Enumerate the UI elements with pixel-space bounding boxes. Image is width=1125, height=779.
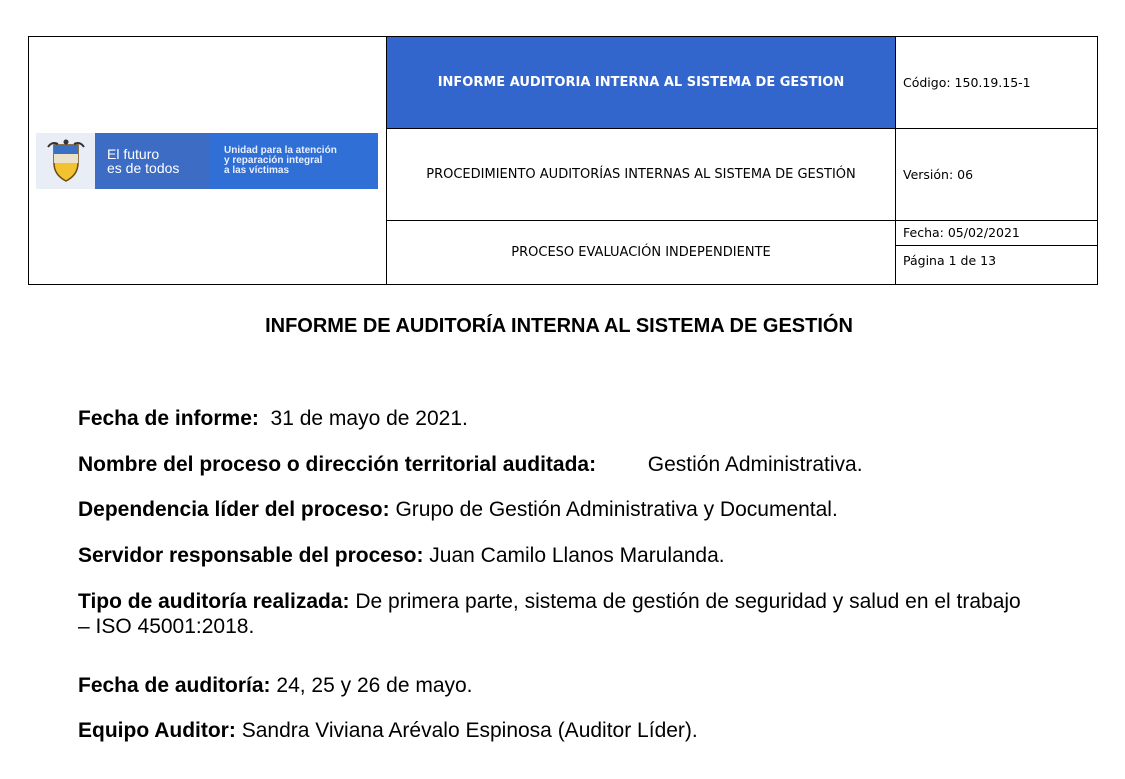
field-label: Nombre del proceso o dirección territorial auditada: bbox=[78, 453, 597, 476]
field-label: Fecha de informe: bbox=[78, 407, 259, 430]
field-lead-dependency bbox=[78, 497, 1058, 522]
brand-line-2: es de todos bbox=[107, 159, 180, 176]
logo-cell bbox=[29, 37, 387, 285]
header-date: Fecha: 05/02/2021 bbox=[896, 221, 1097, 246]
field-label: Equipo Auditor: bbox=[78, 719, 236, 742]
report-title: INFORME DE AUDITORÍA INTERNA AL SISTEMA DE GESTIÓN bbox=[265, 315, 853, 337]
field-value: Juan Camilo Llanos Marulanda. bbox=[429, 544, 725, 567]
unit-line-2: y reparación integral bbox=[224, 154, 323, 166]
brand-line-1: El futuro bbox=[107, 145, 160, 162]
header-process: PROCESO EVALUACIÓN INDEPENDIENTE bbox=[387, 221, 896, 285]
field-value: Gestión Administrativa. bbox=[647, 453, 863, 476]
document-header-table bbox=[28, 36, 1098, 285]
header-code: Código: 150.19.15-1 bbox=[896, 37, 1098, 129]
field-audit-date bbox=[78, 673, 1058, 698]
field-audit-type bbox=[78, 589, 1028, 639]
coat-of-arms-icon bbox=[36, 133, 95, 189]
header-version: Versión: 06 bbox=[896, 129, 1098, 221]
field-responsible-servant bbox=[78, 543, 1058, 568]
field-audit-team bbox=[78, 718, 1058, 743]
field-value: Sandra Viviana Arévalo Espinosa (Auditor Líder). bbox=[241, 719, 698, 742]
field-value: De primera parte, sistema de gestión de seguridad y salud en el trabajo – ISO 45001:2018. bbox=[78, 590, 1021, 638]
header-date-page-cell bbox=[896, 221, 1098, 285]
field-label: Servidor responsable del proceso: bbox=[78, 544, 424, 567]
header-page: Página 1 de 13 bbox=[903, 253, 997, 268]
field-value: 24, 25 y 26 de mayo. bbox=[276, 674, 473, 697]
unit-name bbox=[210, 133, 378, 189]
field-label: Tipo de auditoría realizada: bbox=[78, 590, 350, 613]
field-label: Dependencia líder del proceso: bbox=[78, 498, 390, 521]
header-procedure: PROCEDIMIENTO AUDITORÍAS INTERNAS AL SISTEMA DE GESTIÓN bbox=[387, 129, 896, 221]
unit-line-1: Unidad para la atención bbox=[224, 144, 337, 156]
field-label: Fecha de auditoría: bbox=[78, 674, 271, 697]
field-report-date bbox=[78, 406, 1058, 431]
field-value: 31 de mayo de 2021. bbox=[270, 407, 468, 430]
field-value: Grupo de Gestión Administrativa y Documental. bbox=[395, 498, 838, 521]
unit-line-3: a las víctimas bbox=[224, 164, 290, 176]
header-title: INFORME AUDITORIA INTERNA AL SISTEMA DE GESTION bbox=[387, 37, 896, 129]
institution-logo bbox=[36, 133, 378, 189]
field-process-name bbox=[78, 452, 1058, 477]
brand-slogan bbox=[95, 133, 210, 189]
